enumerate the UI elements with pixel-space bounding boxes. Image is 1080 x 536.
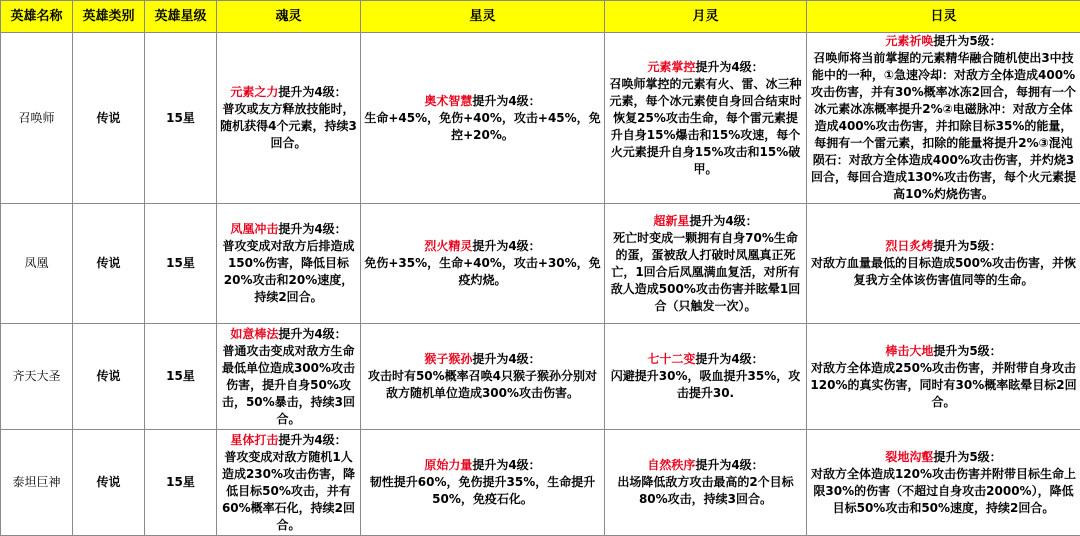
- skill-desc: 普通攻击变成对敌方生命最低单位造成300%攻击伤害，提升自身50%攻击，50%暴击，持续3回合。: [222, 344, 355, 426]
- skill-desc: 普攻或友方释放技能时，随机获得4个元素，持续3回合。: [220, 102, 357, 150]
- skill-name: 元素掌控: [647, 60, 695, 74]
- hero-name: 泰坦巨神: [1, 430, 73, 536]
- sun-spirit-cell: [807, 324, 1080, 430]
- sun-spirit-cell: [807, 430, 1080, 536]
- table-row: [1, 430, 1080, 536]
- skill-desc: 普攻变成对敌方后排造成150%伤害，降低目标20%攻击和20%速度，持续2回合。: [222, 239, 354, 304]
- soul-cell: [217, 430, 361, 536]
- star-spirit-cell: [361, 204, 605, 324]
- header-hero-star: 英雄星级: [145, 1, 217, 33]
- soul-cell: [217, 33, 361, 204]
- skill-desc: 出场降低敌方攻击最高的2个目标80%攻击，持续3回合。: [617, 475, 793, 506]
- skill-level: 提升为5级：: [933, 239, 1001, 253]
- soul-cell: [217, 204, 361, 324]
- table-row: [1, 33, 1080, 204]
- skill-level: 提升为5级：: [933, 344, 1001, 358]
- header-soul: 魂灵: [217, 1, 361, 33]
- skill-level: 提升为4级：: [472, 239, 540, 253]
- header-moon-spirit: 月灵: [605, 1, 807, 33]
- skill-name: 超新星: [653, 214, 689, 228]
- header-hero-category: 英雄类别: [73, 1, 145, 33]
- hero-star: 15星: [145, 33, 217, 204]
- skill-desc: 韧性提升60%，免伤提升35%，生命提升50%，免疫石化。: [370, 475, 595, 506]
- skill-level: 提升为4级：: [278, 85, 346, 99]
- soul-cell: [217, 324, 361, 430]
- skill-desc: 召唤师掌控的元素有火、雷、冰三种元素，每个冰元素使自身回合结束时恢复25%攻击生命，每个雷元素提升自身15%爆击和15%攻速，每个火元素提升自身15%攻击和15%破甲。: [609, 77, 801, 176]
- table-row: [1, 324, 1080, 430]
- hero-category: 传说: [73, 33, 145, 204]
- skill-level: 提升为5级：: [933, 34, 1001, 48]
- hero-star: 15星: [145, 324, 217, 430]
- skill-name: 星体打击: [230, 433, 278, 447]
- skill-level: 提升为4级：: [695, 60, 763, 74]
- moon-spirit-cell: [605, 33, 807, 204]
- skill-desc: 普攻变成对敌方随机1人造成230%攻击伤害，降低目标50%攻击，并有60%概率石化，持续2回合。: [222, 450, 355, 532]
- skill-name: 原始力量: [424, 458, 472, 472]
- hero-category: 传说: [73, 324, 145, 430]
- header-sun-spirit: 日灵: [807, 1, 1080, 33]
- hero-name: 齐天大圣: [1, 324, 73, 430]
- skill-name: 棒击大地: [885, 344, 933, 358]
- skill-level: 提升为4级：: [695, 458, 763, 472]
- header-hero-name: 英雄名称: [1, 1, 73, 33]
- skill-level: 提升为4级：: [472, 458, 540, 472]
- skill-level: 提升为4级：: [472, 94, 540, 108]
- star-spirit-cell: [361, 324, 605, 430]
- skill-desc: 对敌方全体造成250%攻击伤害，并附带自身攻击120%的真实伤害，同时有30%概率眩晕目标2回合。: [810, 361, 1076, 409]
- skill-name: 猴子猴孙: [424, 352, 472, 366]
- skill-name: 元素祈唤: [885, 34, 933, 48]
- star-spirit-cell: [361, 430, 605, 536]
- hero-name: 凤凰: [1, 204, 73, 324]
- moon-spirit-cell: [605, 430, 807, 536]
- skill-level: 提升为4级：: [278, 433, 346, 447]
- sun-spirit-cell: [807, 204, 1080, 324]
- skill-desc: 对敌方全体造成120%攻击伤害并附带目标生命上限30%的伤害（不超过自身攻击2000%），降低目标50%攻击和50%速度，持续2回合。: [811, 467, 1076, 515]
- sun-spirit-cell: [807, 33, 1080, 204]
- skill-name: 烈日炙烤: [885, 239, 933, 253]
- skill-level: 提升为4级：: [695, 352, 763, 366]
- moon-spirit-cell: [605, 324, 807, 430]
- skill-name: 自然秩序: [647, 458, 695, 472]
- skill-name: 凤凰冲击: [230, 222, 278, 236]
- skill-level: 提升为4级：: [278, 222, 346, 236]
- skill-name: 七十二变: [647, 352, 695, 366]
- skill-level: 提升为4级：: [278, 327, 346, 341]
- star-spirit-cell: [361, 33, 605, 204]
- skill-desc: 死亡时变成一颗拥有自身70%生命的蛋，蛋被敌人打破时凤凰真正死亡，1回合后凤凰满血复活，对所有敌人造成500%攻击伤害并眩晕1回合（只触发一次）。: [611, 231, 800, 313]
- skill-name: 裂地沟壑: [885, 450, 933, 464]
- skill-desc: 生命+45%，免伤+40%，攻击+45%，免控+20%。: [364, 111, 600, 142]
- skill-name: 元素之力: [230, 85, 278, 99]
- table-row: [1, 204, 1080, 324]
- skill-desc: 闪避提升30%，吸血提升35%，攻击提升30.: [611, 369, 800, 400]
- moon-spirit-cell: [605, 204, 807, 324]
- skill-name: 如意棒法: [230, 327, 278, 341]
- skill-level: 提升为4级：: [472, 352, 540, 366]
- skill-desc: 攻击时有50%概率召唤4只猴子猴孙分别对敌方随机单位造成300%攻击伤害。: [368, 369, 597, 400]
- hero-star: 15星: [145, 430, 217, 536]
- skill-name: 烈火精灵: [424, 239, 472, 253]
- hero-category: 传说: [73, 430, 145, 536]
- header-row: [1, 1, 1080, 33]
- skill-desc: 免伤+35%，生命+40%，攻击+30%，免疫灼烧。: [364, 256, 600, 287]
- hero-star: 15星: [145, 204, 217, 324]
- header-star-spirit: 星灵: [361, 1, 605, 33]
- skill-level: 提升为4级：: [689, 214, 757, 228]
- skill-desc: 对敌方血量最低的目标造成500%攻击伤害，并恢复我方全体该伤害值同等的生命。: [811, 256, 1076, 287]
- hero-category: 传说: [73, 204, 145, 324]
- skill-level: 提升为5级：: [933, 450, 1001, 464]
- skill-desc: 召唤师将当前掌握的元素精华融合随机使出3中技能中的一种，①急速冷却：对敌方全体造成400%攻击伤害，并有30%概率冰冻2回合，每拥有一个冰元素冰冻概率提升2%②电磁脉冲：对敌方全体造成400%攻击伤害，并扣除目标35%的能量，每拥有一个雷元素，扣除的能量将提升2%③混沌陨石：对敌方全体造成400%攻击伤害，并灼烧3回合，每回合造成130%攻击伤害，每个火元素提高10%灼烧伤害。: [811, 51, 1076, 201]
- hero-name: 召唤师: [1, 33, 73, 204]
- skill-name: 奥术智慧: [424, 94, 472, 108]
